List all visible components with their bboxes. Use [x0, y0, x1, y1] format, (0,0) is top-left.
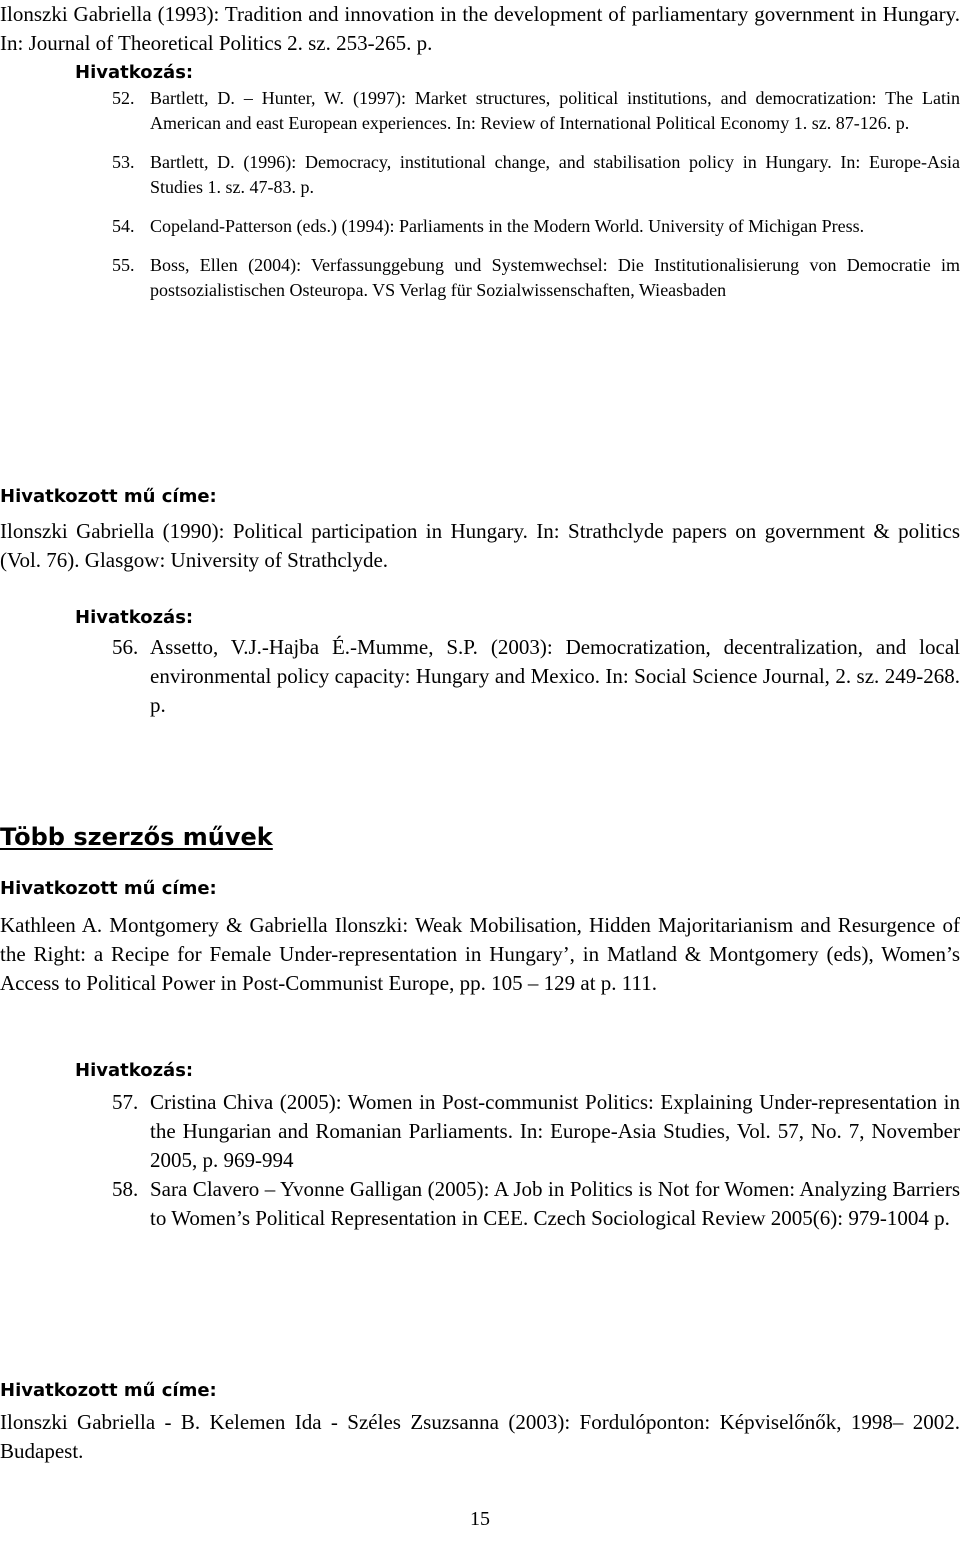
reference-item	[0, 633, 960, 720]
cited-work-heading: Hivatkozott mű címe:	[0, 1380, 217, 1401]
cited-work-heading: Hivatkozott mű címe:	[0, 486, 217, 507]
reference-number: 58.	[112, 1177, 139, 1201]
publication-entry-4	[0, 1408, 960, 1466]
reference-number: 57.	[112, 1090, 139, 1114]
publication-citation: Ilonszki Gabriella (1993): Tradition and innovation in the development of parliamentary government in Hungary. In: Journal of Theoretical Politics 2. sz. 253-265. p.	[0, 2, 960, 55]
publication-entry-2	[0, 517, 960, 575]
publication-citation: Ilonszki Gabriella (1990): Political participation in Hungary. In: Strathclyde papers on government & politics (Vol. 76). Glasgow: University of Strathclyde.	[0, 519, 960, 572]
cited-work-heading: Hivatkozott mű címe:	[0, 878, 217, 899]
reference-item	[0, 1175, 960, 1233]
reference-item	[0, 150, 960, 200]
reference-text: Copeland-Patterson (eds.) (1994): Parliaments in the Modern World. University of Michigan Press.	[150, 216, 865, 236]
page-number: 15	[470, 1508, 490, 1530]
reference-list-3	[0, 1088, 960, 1233]
citations-heading: Hivatkozás:	[75, 1060, 194, 1081]
reference-item	[0, 1088, 960, 1175]
reference-text: Cristina Chiva (2005): Women in Post-communist Politics: Explaining Under-representation in the Hungarian and Romanian Parliaments. In: Europe-Asia Studies, Vol. 57, No. 7, November 2005, p. 969-994	[150, 1090, 960, 1172]
citations-heading: Hivatkozás:	[75, 607, 194, 628]
reference-text: Bartlett, D. (1996): Democracy, institutional change, and stabilisation policy in Hungary. In: Europe-Asia Studies 1. sz. 47-83. p.	[150, 152, 960, 197]
publication-entry-3	[0, 911, 960, 998]
reference-text: Bartlett, D. – Hunter, W. (1997): Market structures, political institutions, and democratization: The Latin American and east European experiences. In: Review of International Political Economy 1. sz. 87-126. p.	[150, 88, 960, 133]
citations-heading: Hivatkozás:	[75, 62, 194, 83]
reference-number: 54.	[112, 216, 135, 236]
reference-text: Assetto, V.J.-Hajba É.-Mumme, S.P. (2003): Democratization, decentralization, and local environmental policy capacity: Hungary and Mexico. In: Social Science Journal, 2. sz. 249-268. p.	[150, 635, 960, 717]
section-title: Több szerzős művek	[0, 823, 273, 851]
reference-text: Sara Clavero – Yvonne Galligan (2005): A Job in Politics is Not for Women: Analyzing Barriers to Women’s Political Representation in CEE. Czech Sociological Review 2005(6): 979-1004 p.	[150, 1177, 960, 1230]
reference-number: 53.	[112, 152, 135, 172]
reference-number: 56.	[112, 635, 139, 659]
publication-entry-1	[0, 0, 960, 58]
publication-citation: Kathleen A. Montgomery & Gabriella Ilonszki: Weak Mobilisation, Hidden Majoritarianism and Resurgence of the Right: a Recipe for Female Under-representation in Hungary’, in Matland & Montgomery (eds), Women’s Access to Political Power in Post-Communist Europe, pp. 105 – 129 at p. 111.	[0, 913, 960, 995]
reference-item	[0, 86, 960, 136]
reference-item	[0, 214, 960, 239]
reference-list-2	[0, 633, 960, 720]
reference-list-1	[0, 86, 960, 303]
reference-item	[0, 253, 960, 303]
publication-citation: Ilonszki Gabriella - B. Kelemen Ida - Széles Zsuzsanna (2003): Fordulóponton: Képviselőnők, 1998– 2002. Budapest.	[0, 1410, 960, 1463]
reference-number: 55.	[112, 255, 135, 275]
reference-text: Boss, Ellen (2004): Verfassunggebung und Systemwechsel: Die Institutionalisierung von Democratie im postsozialistischen Osteuropa. VS Verlag für Sozialwissenschaften, Wieasbaden	[150, 255, 960, 300]
reference-number: 52.	[112, 88, 135, 108]
